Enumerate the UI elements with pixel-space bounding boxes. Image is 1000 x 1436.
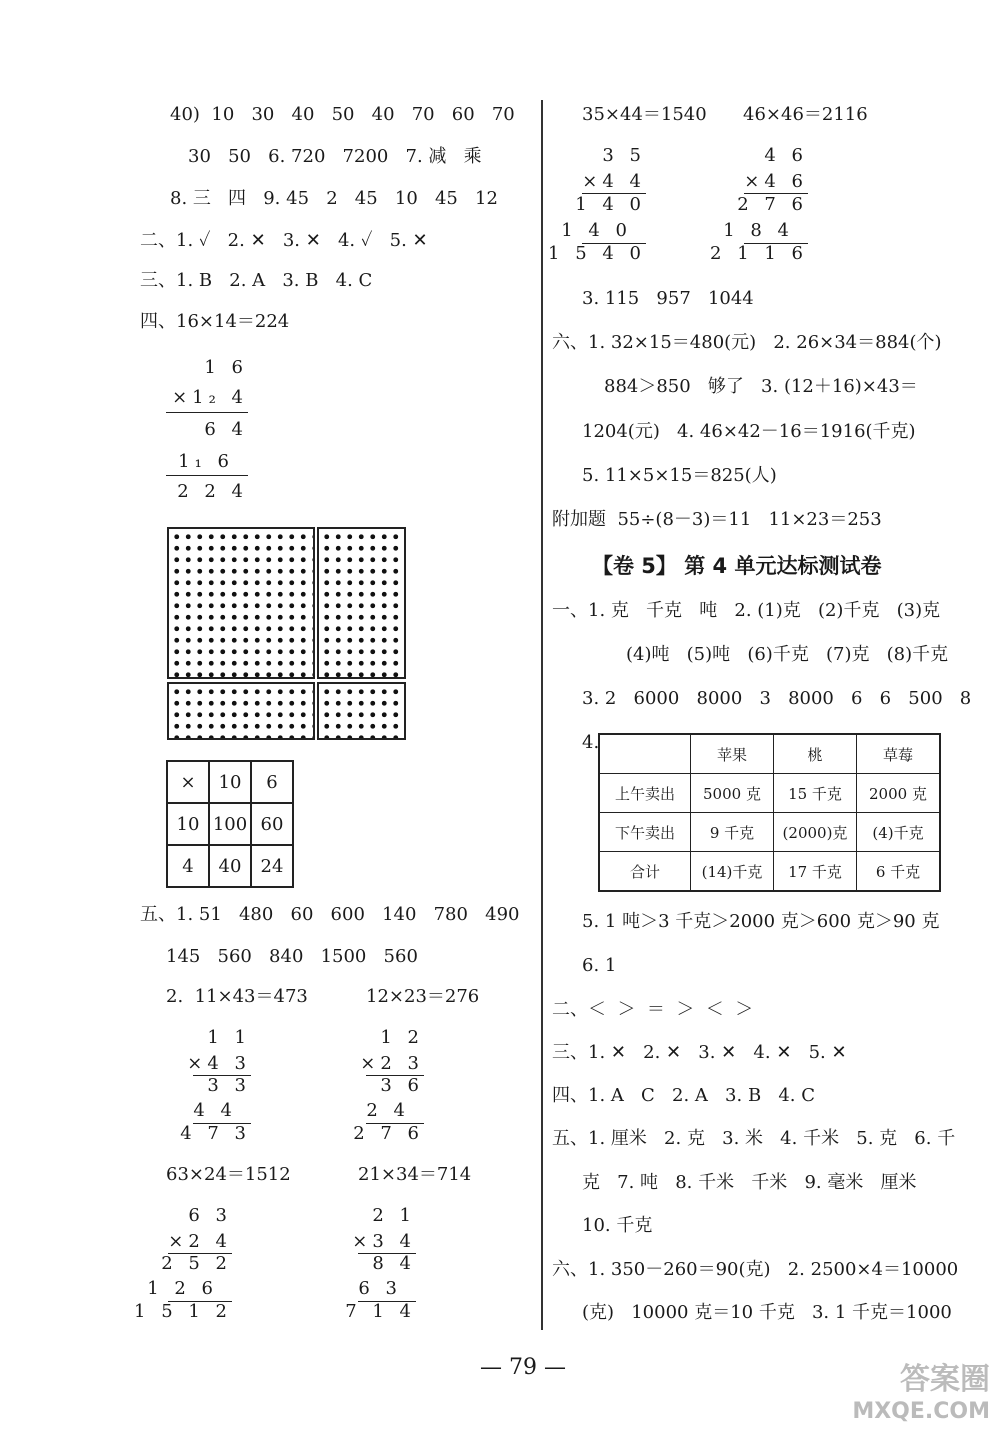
answer-line: 5. 1 吨＞3 千克＞2000 克＞600 克＞90 克 xyxy=(582,911,940,932)
answer-line: 4. xyxy=(582,732,600,753)
vertical-multiplication xyxy=(166,357,248,507)
answer-line: 63×24＝1512 xyxy=(166,1164,291,1185)
mult-rule xyxy=(166,475,248,476)
mult-row: 1₁ 6 xyxy=(178,451,234,472)
answer-line: 5. 11×5×15＝825(人) xyxy=(582,465,777,486)
answer-line: 六、1. 350－260＝90(克) 2. 2500×4＝10000 xyxy=(552,1259,959,1280)
answer-line: 884＞850 够了 3. (12＋16)×43＝ xyxy=(604,376,918,397)
answer-line: 46×46＝2116 xyxy=(743,104,868,125)
answer-line: 一、1. 克 千克 吨 2. (1)克 (2)千克 (3)克 xyxy=(552,600,941,621)
answer-line: 三、1. ✕ 2. ✕ 3. ✕ 4. ✕ 5. ✕ xyxy=(552,1042,847,1063)
vertical-multiplication: 1 2 ×2 3 3 6 2 4 2 7 6 xyxy=(353,1027,424,1144)
weight-table: 苹果 桃 草莓 上午卖出 5000 克 15 千克 2000 克 下午卖出 9 千克 (2000)克 (4)千克 合计 (14)千克 17 千克 6 千克 xyxy=(598,733,941,892)
dot-grid-4x10 xyxy=(167,682,315,740)
answer-line: 六、1. 32×15＝480(元) 2. 26×34＝884(个) xyxy=(552,332,942,353)
answer-line: 五、1. 51 480 60 600 140 780 490 xyxy=(140,904,520,925)
answer-line: 2. 11×43＝473 xyxy=(166,986,308,1007)
dot-grid-10x10 xyxy=(167,527,315,679)
answer-line: 克 7. 吨 8. 千米 千米 9. 毫米 厘米 xyxy=(582,1172,917,1193)
vertical-multiplication: 2 1 ×3 4 8 4 6 3 7 1 4 xyxy=(345,1205,416,1322)
dot-grid-4x6 xyxy=(317,682,406,740)
section-title: 【卷 5】 第 4 单元达标测试卷 xyxy=(592,554,882,578)
answer-line: 35×44＝1540 xyxy=(582,104,707,125)
watermark-logo: 答案圈 MXQE.COM xyxy=(852,1362,990,1424)
mult-row: 1 6 xyxy=(204,357,248,378)
vertical-multiplication: 1 1 ×4 3 3 3 4 4 4 7 3 xyxy=(180,1027,251,1144)
multiplication-grid-table: × 10 6 10 100 60 4 40 24 xyxy=(166,760,294,888)
answer-line: 四、1. A C 2. A 3. B 4. C xyxy=(552,1085,816,1106)
answer-line: 五、1. 厘米 2. 克 3. 米 4. 千米 5. 克 6. 千 xyxy=(552,1128,956,1149)
answer-line: 12×23＝276 xyxy=(366,986,480,1007)
answer-line: 附加题 55÷(8－3)＝11 11×23＝253 xyxy=(552,509,882,530)
vertical-multiplication: 4 6 ×4 6 2 7 6 1 8 4 2 1 1 6 xyxy=(710,145,808,264)
answer-line: 145 560 840 1500 560 xyxy=(166,946,418,967)
answer-line: 1204(元) 4. 46×42－16＝1916(千克) xyxy=(582,421,916,442)
answer-line: 10. 千克 xyxy=(582,1215,653,1236)
answer-line: 6. 1 xyxy=(582,955,617,976)
mult-row: ×1₂ 4 xyxy=(172,387,248,408)
answer-line: 40) 10 30 40 50 40 70 60 70 xyxy=(170,104,515,125)
answer-line: (克) 10000 克＝10 千克 3. 1 千克＝1000 xyxy=(582,1302,952,1323)
mult-row: 6 4 xyxy=(204,419,248,440)
vertical-multiplication: 3 5 ×4 4 1 4 0 1 4 0 1 5 4 0 xyxy=(548,145,646,264)
vertical-multiplication: 6 3 ×2 4 2 5 2 1 2 6 1 5 1 2 xyxy=(134,1205,232,1322)
answer-line: 3. 2 6000 8000 3 8000 6 6 500 8 xyxy=(582,688,972,709)
mult-row: 2 2 4 xyxy=(177,481,248,502)
answer-line: 三、1. B 2. A 3. B 4. C xyxy=(140,270,373,291)
answer-line: 30 50 6. 720 7200 7. 减 乘 xyxy=(188,146,482,167)
answer-line: 21×34＝714 xyxy=(358,1164,472,1185)
answer-line: 二、＜ ＞ ＝ ＞ ＜ ＞ xyxy=(552,999,754,1020)
answer-line: 3. 115 957 1044 xyxy=(582,288,754,309)
answer-line: 8. 三 四 9. 45 2 45 10 45 12 xyxy=(170,188,498,209)
dot-grid-10x6 xyxy=(317,527,406,679)
column-divider xyxy=(541,100,543,1330)
mult-rule xyxy=(166,412,248,413)
answer-line: 二、1. ✓ 2. ✕ 3. ✕ 4. ✓ 5. ✕ xyxy=(140,230,428,251)
answer-line: 四、16×14＝224 xyxy=(140,311,290,332)
page-number: — 79 — xyxy=(480,1355,566,1380)
answer-line: (4)吨 (5)吨 (6)千克 (7)克 (8)千克 xyxy=(626,644,949,665)
